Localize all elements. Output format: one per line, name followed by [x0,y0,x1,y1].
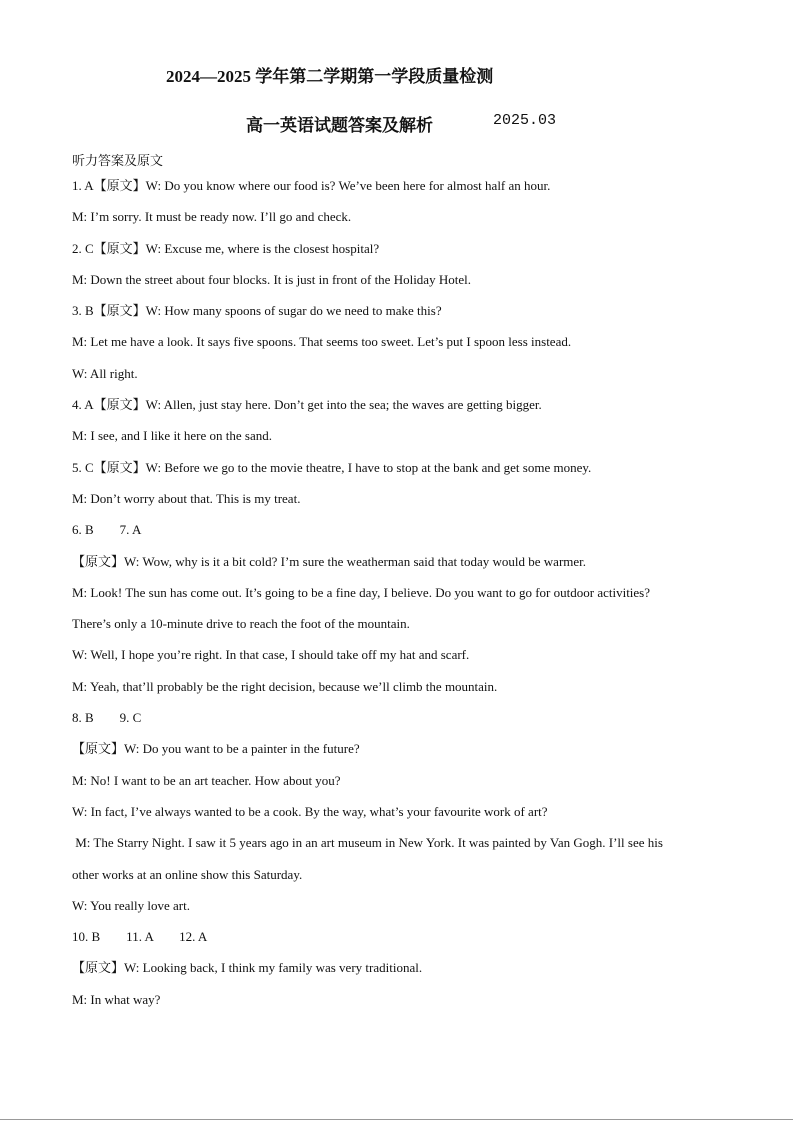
transcript-line: M: The Starry Night. I saw it 5 years ago in an art museum in New York. It was painted by Van Gogh. I’ll see his [72,835,663,851]
transcript-line: 3. B【原文】W: How many spoons of sugar do we need to make this? [72,303,442,319]
transcript-line: 【原文】W: Wow, why is it a bit cold? I’m sure the weatherman said that today would be warmer. [72,553,587,569]
transcript-line: M: I’m sorry. It must be ready now. I’ll go and check. [72,209,352,225]
transcript-line: W: You really love art. [72,897,190,913]
transcript-line: 1. A【原文】W: Do you know where our food is? We’ve been here for almost half an hour. [72,178,551,193]
transcript-line: 4. A【原文】W: Allen, just stay here. Don’t get into the sea; the waves are getting bigger. [72,397,542,413]
answer-key-line: 10. B 11. A 12. A [72,929,208,945]
transcript-line: M: Yeah, that’ll probably be the right decision, because we’ll climb the mountain. [72,678,498,694]
transcript-line: M: No! I want to be an art teacher. How about you? [72,772,341,788]
transcript-line: 【原文】W: Looking back, I think my family was very traditional. [72,960,423,976]
transcript-line: M: In what way? [72,991,161,1007]
document-subtitle: 高一英语试题答案及解析 [246,116,433,135]
page-bottom-rule [0,1119,793,1120]
document-date: 2025.03 [493,112,557,129]
transcript-line: M: Look! The sun has come out. It’s going to be a fine day, I believe. Do you want to go for outdoor activities? [72,584,651,600]
transcript-line: 5. C【原文】W: Before we go to the movie theatre, I have to stop at the bank and get some money. [72,459,592,475]
transcript-line: W: Well, I hope you’re right. In that case, I should take off my hat and scarf. [72,647,470,663]
section-heading: 听力答案及原文 [72,153,164,168]
document-title: 2024—2025 学年第二学期第一学段质量检测 [166,67,494,86]
transcript-line: W: In fact, I’ve always wanted to be a cook. By the way, what’s your favourite work of art? [72,803,548,819]
answer-key-line: 8. B 9. C [72,710,142,726]
transcript-line: 2. C【原文】W: Excuse me, where is the closest hospital? [72,240,380,256]
transcript-line: M: Let me have a look. It says five spoons. That seems too sweet. Let’s put I spoon less instead. [72,334,572,350]
transcript-line: There’s only a 10-minute drive to reach the foot of the mountain. [72,616,410,632]
transcript-line: other works at an online show this Saturday. [72,866,303,882]
transcript-line: M: I see, and I like it here on the sand. [72,428,272,444]
transcript-line: W: All right. [72,365,138,381]
transcript-line: 【原文】W: Do you want to be a painter in the future? [72,741,360,757]
transcript-line: M: Down the street about four blocks. It is just in front of the Holiday Hotel. [72,271,471,287]
transcript-line: M: Don’t worry about that. This is my treat. [72,490,301,506]
transcript-body [72,177,732,1022]
answer-key-line: 6. B 7. A [72,522,142,538]
